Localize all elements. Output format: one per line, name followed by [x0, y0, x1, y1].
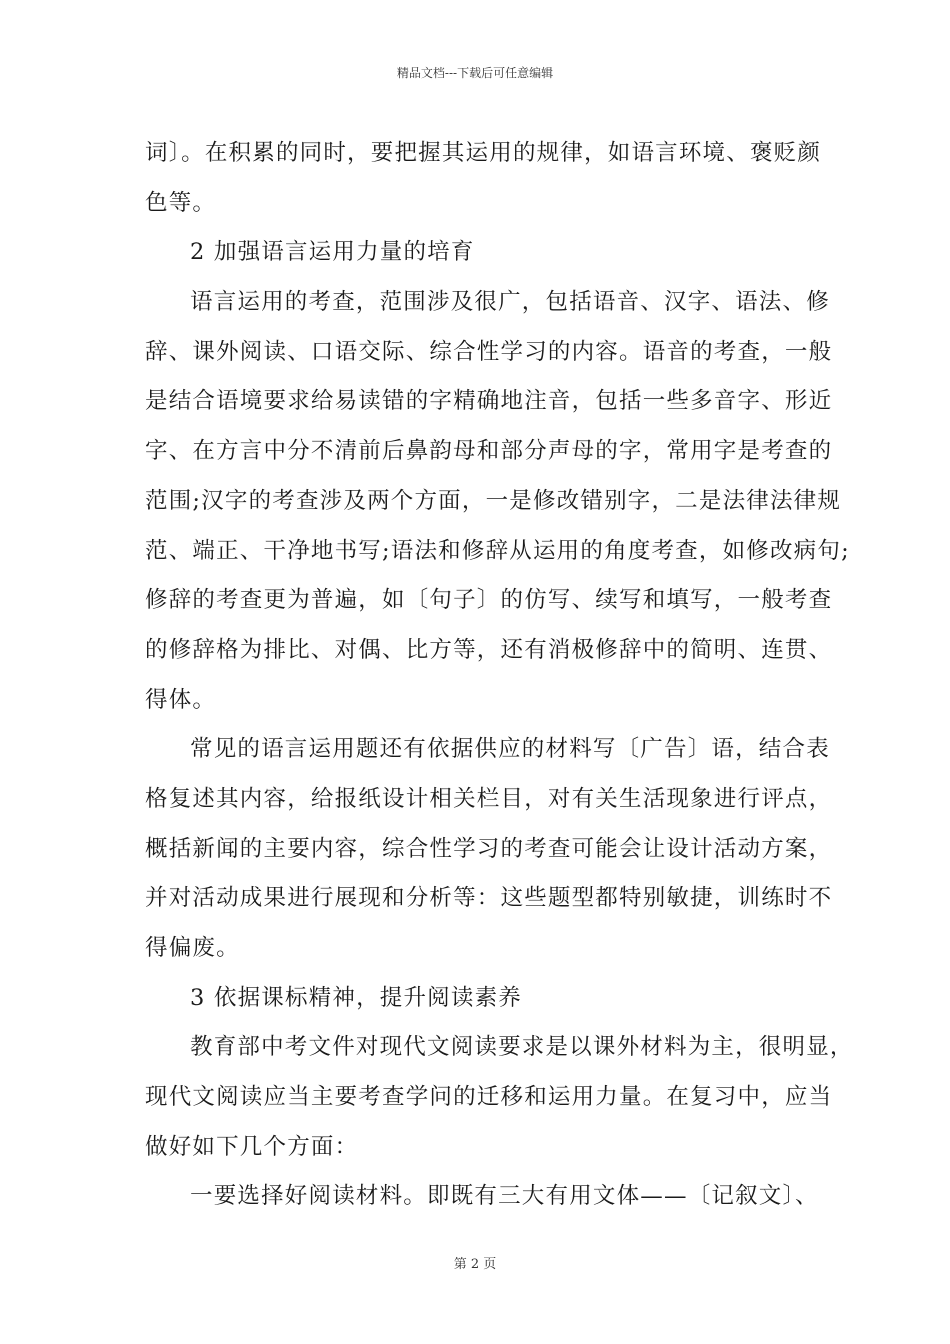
paragraph-first-line: 一要选择好阅读材料。即既有三大有用文体——〔记叙文〕、 — [190, 1183, 819, 1210]
body-line: 字、在方言中分不清前后鼻韵母和部分声母的字，常用字是考查的 — [145, 438, 833, 465]
document-body — [145, 129, 854, 1222]
body-line: 范、端正、干净地书写;语法和修辞从运用的角度考查，如修改病句; — [145, 537, 850, 564]
body-line: 格复述其内容，给报纸设计相关栏目，对有关生活现象进行评点， — [145, 785, 833, 812]
body-line: 词〕。在积累的同时，要把握其运用的规律，如语言环境、褒贬颜 — [145, 140, 822, 166]
section-heading: 2 加强语言运用力量的培育 — [190, 239, 475, 266]
body-line: 色等。 — [145, 189, 217, 216]
body-line: 的修辞格为排比、对偶、比方等，还有消极修辞中的简明、连贯、 — [145, 636, 833, 663]
body-line: 修辞的考查更为普遍，如〔句子〕的仿写、续写和填写，一般考查 — [145, 587, 833, 614]
body-line: 辞、课外阅读、口语交际、综合性学习的内容。语音的考查，一般 — [145, 338, 833, 365]
body-line: 现代文阅读应当主要考查学问的迁移和运用力量。在复习中，应当 — [145, 1084, 833, 1111]
body-line: 并对活动成果进行展现和分析等：这些题型都特别敏捷，训练时不 — [145, 885, 833, 912]
page-number: 第 2 页 — [453, 1257, 497, 1272]
paragraph-first-line: 教育部中考文件对现代文阅读要求是以课外材料为主，很明显， — [190, 1034, 854, 1061]
paragraph-first-line: 常见的语言运用题还有依据供应的材料写〔广告〕语，结合表 — [190, 736, 830, 763]
paragraph-first-line: 语言运用的考查，范围涉及很广，包括语音、汉字、语法、修 — [190, 289, 830, 316]
body-line: 得体。 — [145, 686, 217, 713]
body-line: 得偏废。 — [145, 935, 240, 961]
body-line: 概括新闻的主要内容，综合性学习的考查可能会让设计活动方案， — [145, 835, 833, 862]
body-line: 是结合语境要求给易读错的字精确地注音，包括一些多音字、形近 — [145, 388, 833, 415]
body-line: 做好如下几个方面： — [145, 1133, 359, 1160]
section-heading: 3 依据课标精神，提升阅读素养 — [190, 984, 522, 1011]
body-line: 范围;汉字的考查涉及两个方面，一是修改错别字，二是法律法律规 — [145, 487, 842, 514]
page-header: 精品文档---下载后可任意编辑 — [396, 66, 554, 80]
